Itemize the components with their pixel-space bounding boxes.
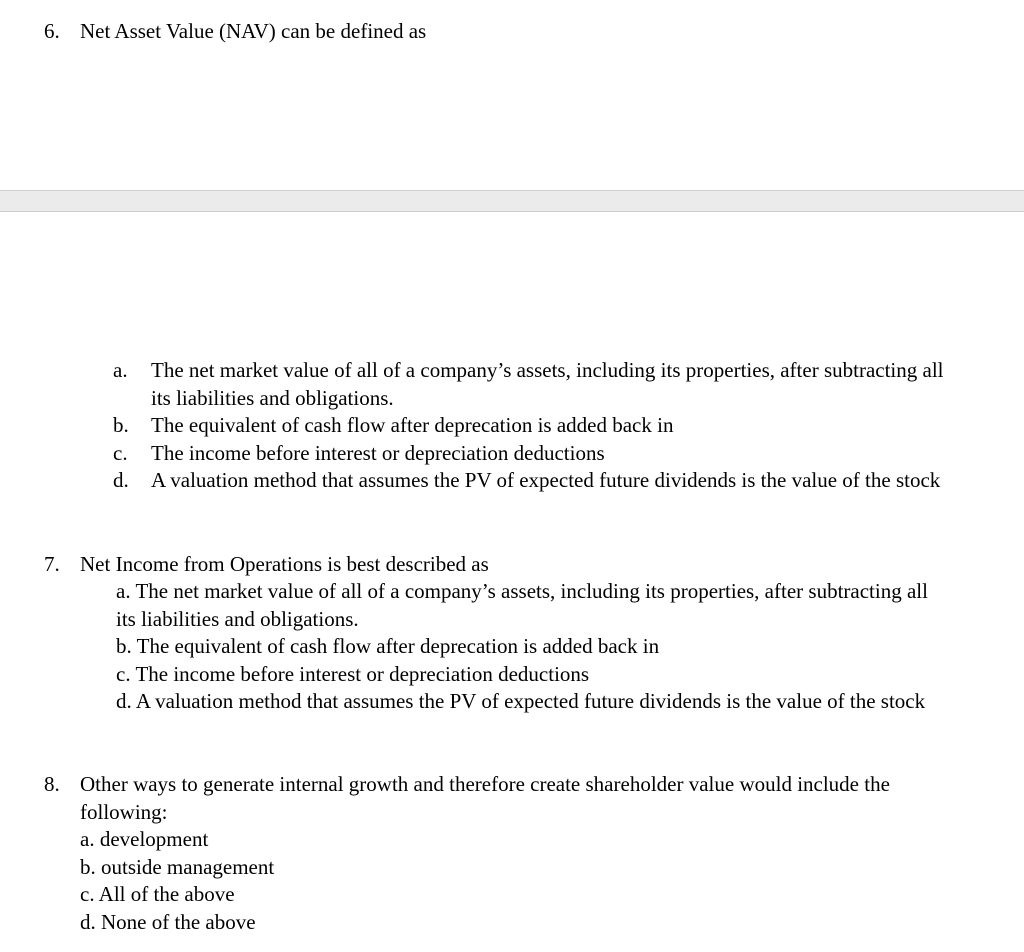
question-7-option-a: a. The net market value of all of a company’s assets, including its properties, after subtracting all its liabilities and obligations. — [116, 579, 928, 631]
question-8-option-c: c. All of the above — [80, 882, 235, 906]
question-7-option-c: c. The income before interest or depreciation deductions — [116, 661, 590, 686]
question-6-option-a — [0, 357, 1024, 412]
option-letter: a. — [113, 358, 128, 382]
question-8-option-b: b. outside management — [80, 854, 275, 879]
question-6-options — [0, 357, 1024, 495]
option-text: The equivalent of cash flow after deprecation is added back in — [151, 413, 674, 437]
question-6-text: Net Asset Value (NAV) can be defined as — [80, 19, 427, 43]
option-text: The income before interest or depreciation deductions — [151, 440, 605, 465]
question-8-options — [80, 826, 960, 936]
question-8-text: Other ways to generate internal growth and therefore create shareholder value would include the following: — [80, 772, 890, 824]
option-letter: d. — [113, 468, 129, 492]
question-7-option-d: d. A valuation method that assumes the PV of expected future dividends is the value of the stock — [116, 689, 926, 713]
question-7-number: 7. — [44, 552, 60, 576]
question-7-option-b: b. The equivalent of cash flow after deprecation is added back in — [116, 634, 660, 658]
option-text: The net market value of all of a company’s assets, including its properties, after subtracting all its liabilities and obligations. — [151, 358, 944, 410]
option-text: A valuation method that assumes the PV of expected future dividends is the value of the stock — [151, 468, 941, 492]
page-divider — [0, 190, 1024, 212]
question-8-option-d: d. None of the above — [80, 909, 256, 934]
option-letter: c. — [113, 440, 128, 465]
question-6-option-c — [0, 440, 1024, 468]
question-6-option-b — [0, 412, 1024, 440]
question-8-option-a: a. development — [80, 827, 209, 851]
question-6-number: 6. — [44, 19, 60, 43]
question-6-option-d — [0, 467, 1024, 495]
question-7-text: Net Income from Operations is best described as — [80, 552, 489, 576]
question-7-options — [116, 578, 936, 716]
option-letter: b. — [113, 413, 129, 437]
question-8-number: 8. — [44, 772, 60, 796]
